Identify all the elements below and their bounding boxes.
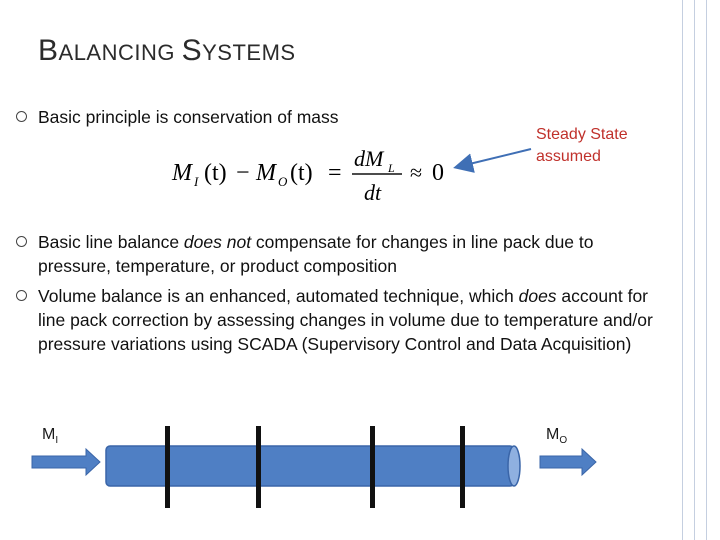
eq-sub-l: L: [388, 161, 395, 175]
bullet-text-part: account for line pack correction by assessing changes in volume due to temperature and/or pressure variations using SCADA (Supervisory Control and Data Acquisition): [38, 286, 653, 354]
title-cap: B: [38, 34, 59, 67]
eq-denominator: dt: [364, 180, 382, 205]
eq-numerator: dM: [354, 146, 384, 171]
eq-zero: 0: [432, 160, 444, 186]
title-rest: ALANCING: [58, 40, 182, 65]
inflow-arrow: [32, 449, 100, 475]
title-rest: YSTEMS: [202, 40, 296, 65]
bullet-text: Basic principle is conservation of mass: [38, 107, 339, 127]
bullet-emphasis: does: [518, 286, 557, 306]
meter-bar: [460, 426, 465, 508]
inflow-symbol: M: [42, 426, 56, 443]
meter-bar: [370, 426, 375, 508]
meter-bar: [165, 426, 170, 508]
inflow-sub: I: [55, 435, 59, 447]
note-line: Steady State: [536, 126, 628, 143]
bullet-text-part: Volume balance is an enhanced, automated technique, which: [38, 286, 519, 306]
meter-bar: [256, 426, 261, 508]
bullet-emphasis: does not: [183, 232, 252, 252]
eq-sub-out: O: [278, 174, 288, 189]
pipe-end: [508, 446, 520, 486]
outflow-sub: O: [559, 435, 568, 447]
bullet-text-part: Basic line balance: [38, 232, 184, 252]
outflow-arrow: [540, 449, 596, 475]
eq-approx: ≈: [410, 160, 423, 185]
title-cap: S: [181, 34, 203, 67]
eq-minus: −: [236, 160, 250, 186]
outflow-symbol: M: [546, 426, 560, 443]
eq-mass-out: M: [256, 160, 276, 186]
eq-mass-in: M: [172, 160, 192, 186]
eq-time: (t): [290, 160, 313, 186]
eq-time: (t): [204, 160, 227, 186]
note-line: assumed: [536, 148, 601, 165]
eq-equals: =: [328, 160, 342, 186]
bullet-text-part: compensate for changes in line pack due to pressure, temperature, or product composition: [38, 232, 594, 276]
eq-sub-in: I: [194, 174, 199, 189]
